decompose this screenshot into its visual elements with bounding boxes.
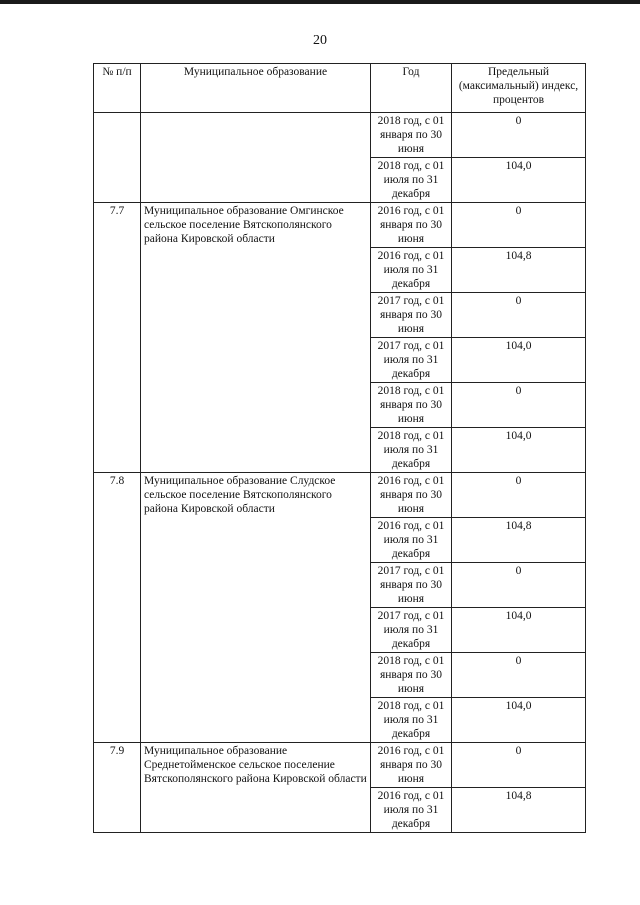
table-row [94, 113, 586, 158]
period-cell: 2018 год, с 01 июля по 31 декабря [371, 428, 452, 473]
row-number-cell: 7.7 [94, 203, 141, 473]
period-cell: 2016 год, с 01 июля по 31 декабря [371, 248, 452, 293]
period-cell: 2017 год, с 01 июля по 31 декабря [371, 608, 452, 653]
index-value-cell: 104,0 [452, 698, 586, 743]
index-value-cell: 0 [452, 653, 586, 698]
municipality-cell: Муниципальное образование Омгинское сельское поселение Вятскополянского района Кировской области [141, 203, 371, 473]
period-cell: 2018 год, с 01 июля по 31 декабря [371, 698, 452, 743]
period-cell: 2018 год, с 01 января по 30 июня [371, 113, 452, 158]
period-cell: 2016 год, с 01 января по 30 июня [371, 203, 452, 248]
table-body [94, 113, 586, 833]
index-value-cell: 104,0 [452, 428, 586, 473]
index-value-cell: 0 [452, 743, 586, 788]
index-value-cell: 0 [452, 203, 586, 248]
table-row [94, 203, 586, 248]
index-value-cell: 104,0 [452, 338, 586, 383]
index-value-cell: 104,0 [452, 158, 586, 203]
period-cell: 2017 год, с 01 января по 30 июня [371, 293, 452, 338]
index-value-cell: 104,8 [452, 248, 586, 293]
index-value-cell: 0 [452, 563, 586, 608]
row-number-cell: 7.9 [94, 743, 141, 833]
table-row [94, 743, 586, 788]
tariff-index-table [93, 63, 586, 833]
period-cell: 2018 год, с 01 июля по 31 декабря [371, 158, 452, 203]
header-index: Предельный (максимальный) индекс, процентов [452, 64, 586, 113]
page-number: 20 [313, 33, 327, 48]
period-cell: 2018 год, с 01 января по 30 июня [371, 653, 452, 698]
header-num: № п/п [94, 64, 141, 113]
index-value-cell: 0 [452, 293, 586, 338]
index-value-cell: 104,8 [452, 788, 586, 833]
period-cell: 2018 год, с 01 января по 30 июня [371, 383, 452, 428]
header-municipality: Муниципальное образование [141, 64, 371, 113]
table-header-row [94, 64, 586, 113]
municipality-cell: Муниципальное образование Слудское сельское поселение Вятскополянского района Кировской области [141, 473, 371, 743]
period-cell: 2016 год, с 01 января по 30 июня [371, 473, 452, 518]
index-value-cell: 0 [452, 383, 586, 428]
index-value-cell: 104,0 [452, 608, 586, 653]
index-value-cell: 0 [452, 473, 586, 518]
index-value-cell: 0 [452, 113, 586, 158]
header-year: Год [371, 64, 452, 113]
row-number-cell: 7.8 [94, 473, 141, 743]
table-row [94, 473, 586, 518]
top-border-rule [0, 0, 640, 4]
row-number-cell [94, 113, 141, 203]
municipality-cell [141, 113, 371, 203]
period-cell: 2016 год, с 01 января по 30 июня [371, 743, 452, 788]
period-cell: 2016 год, с 01 июля по 31 декабря [371, 788, 452, 833]
period-cell: 2016 год, с 01 июля по 31 декабря [371, 518, 452, 563]
municipality-cell: Муниципальное образование Среднетойменское сельское поселение Вятскополянского района Кировской области [141, 743, 371, 833]
period-cell: 2017 год, с 01 января по 30 июня [371, 563, 452, 608]
period-cell: 2017 год, с 01 июля по 31 декабря [371, 338, 452, 383]
index-value-cell: 104,8 [452, 518, 586, 563]
